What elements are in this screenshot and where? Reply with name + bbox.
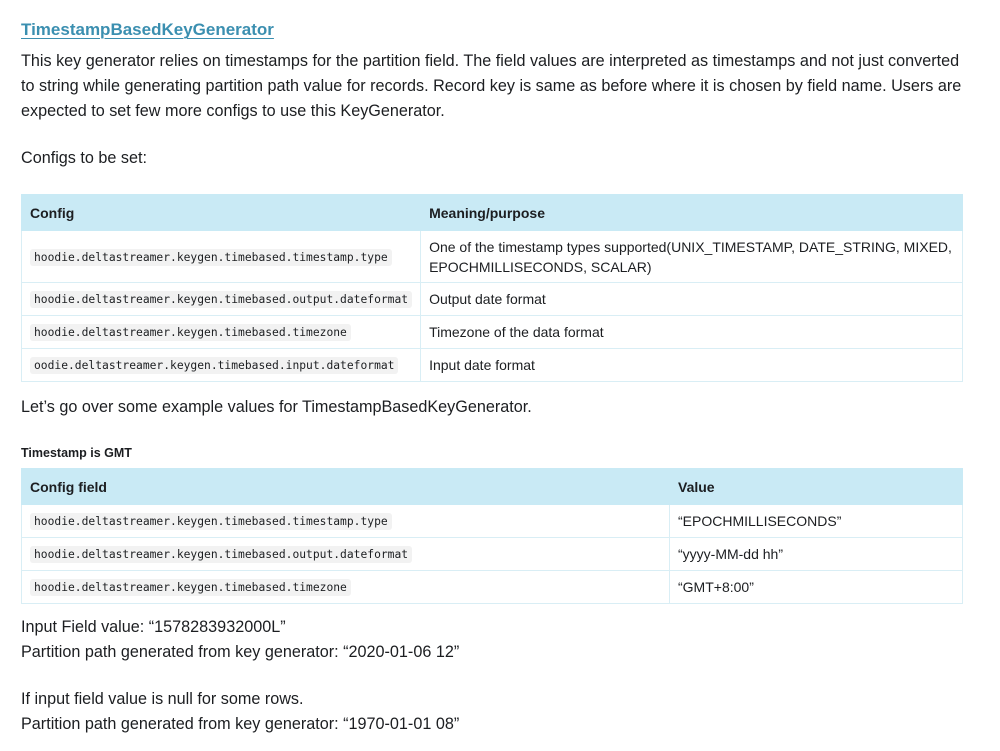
config-key: hoodie.deltastreamer.keygen.timebased.timestamp.type bbox=[30, 249, 392, 266]
input-field-value-line: Input Field value: “1578283932000L” bbox=[21, 618, 286, 636]
example-table-header-row bbox=[22, 469, 963, 505]
intro-paragraph bbox=[21, 49, 963, 123]
config-table-header-row bbox=[22, 195, 963, 231]
meaning-cell: Input date format bbox=[421, 349, 963, 382]
config-key: hoodie.deltastreamer.keygen.timebased.output.dateformat bbox=[30, 291, 412, 308]
table-row bbox=[22, 231, 963, 283]
config-column-header: Config bbox=[22, 195, 421, 231]
config-cell bbox=[22, 283, 421, 316]
config-key: hoodie.deltastreamer.keygen.timebased.timezone bbox=[30, 324, 351, 341]
meaning-cell: Output date format bbox=[421, 283, 963, 316]
config-table bbox=[21, 194, 963, 382]
value-cell: “EPOCHMILLISECONDS” bbox=[670, 505, 963, 538]
table-row bbox=[22, 349, 963, 382]
config-cell bbox=[22, 349, 421, 382]
config-field-cell bbox=[22, 505, 670, 538]
value-cell: “GMT+8:00” bbox=[670, 571, 963, 604]
partition-path-line: Partition path generated from key generator: “2020-01-06 12” bbox=[21, 642, 460, 661]
examples-intro bbox=[21, 395, 963, 420]
intro-text: This key generator relies on timestamps for the partition field. The field values are interpreted as timestamps and not just converted to string while generating partition path value for records. Record key is same as before where it is chosen by field name. Users are expected to set few more configs to use this KeyGenerator. bbox=[21, 52, 962, 120]
table-row bbox=[22, 316, 963, 349]
value-cell: “yyyy-MM-dd hh” bbox=[670, 538, 963, 571]
config-field-cell bbox=[22, 538, 670, 571]
result-block-2 bbox=[21, 687, 963, 737]
section-title-link[interactable]: TimestampBasedKeyGenerator bbox=[21, 20, 274, 39]
configs-label-text: Configs to be set: bbox=[21, 149, 147, 167]
config-field-column-header: Config field bbox=[22, 469, 670, 505]
config-cell bbox=[22, 316, 421, 349]
meaning-cell: Timezone of the data format bbox=[421, 316, 963, 349]
meaning-cell: One of the timestamp types supported(UNIX_TIMESTAMP, DATE_STRING, MIXED, EPOCHMILLISECONDS, SCALAR) bbox=[421, 231, 963, 283]
example-table bbox=[21, 468, 963, 604]
configs-label bbox=[21, 146, 963, 171]
config-key: oodie.deltastreamer.keygen.timebased.input.dateformat bbox=[30, 357, 398, 374]
config-field-cell bbox=[22, 571, 670, 604]
partition-path-line: Partition path generated from key generator: “1970-01-01 08” bbox=[21, 714, 460, 733]
config-cell bbox=[22, 231, 421, 283]
config-key: hoodie.deltastreamer.keygen.timebased.timezone bbox=[30, 579, 351, 596]
config-key: hoodie.deltastreamer.keygen.timebased.timestamp.type bbox=[30, 513, 392, 530]
examples-intro-text: Let’s go over some example values for TimestampBasedKeyGenerator. bbox=[21, 398, 532, 416]
table-row bbox=[22, 538, 963, 571]
config-key: hoodie.deltastreamer.keygen.timebased.output.dateformat bbox=[30, 546, 412, 563]
table-row bbox=[22, 571, 963, 604]
example-heading: Timestamp is GMT bbox=[21, 446, 132, 460]
table-row bbox=[22, 505, 963, 538]
null-input-line: If input field value is null for some rows. bbox=[21, 690, 304, 708]
table-row bbox=[22, 283, 963, 316]
result-block-1 bbox=[21, 615, 963, 665]
value-column-header: Value bbox=[670, 469, 963, 505]
meaning-column-header: Meaning/purpose bbox=[421, 195, 963, 231]
